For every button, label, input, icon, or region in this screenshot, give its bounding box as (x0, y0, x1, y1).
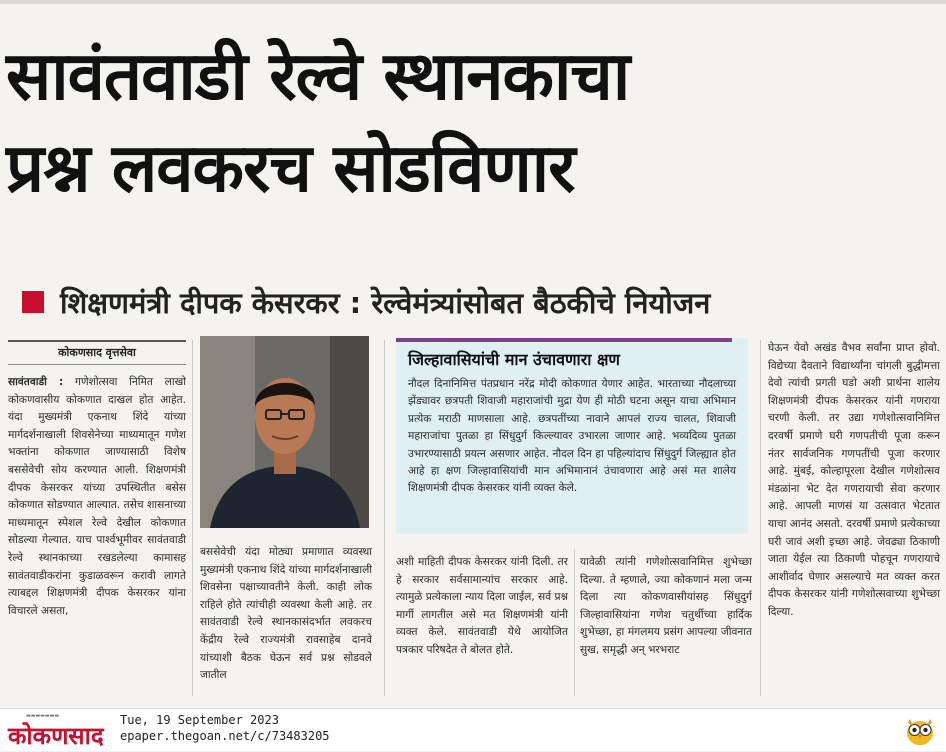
highlight-box-bar (396, 338, 732, 342)
highlight-box-title: जिल्हावासियांची मान उंचावणारा क्षण (408, 350, 620, 369)
brand-logo: कोकणसाद (8, 722, 104, 750)
column-divider (192, 340, 193, 696)
headline (6, 30, 940, 214)
headline-line-1: सावंतवाडी रेल्वे स्थानकाचा (6, 37, 630, 115)
subheadline (22, 280, 932, 324)
headline-line-2: प्रश्न लवकरच सोडविणार (6, 129, 575, 207)
article-column-4: यावेळी त्यांनी गणेशोत्सवानिमित्त शुभेच्छा दिल्या. ते म्हणाले, ज्या कोकणानं मला जन्म दिला त्या कोकणवासीयांसह सिंधुदुर्ग जिल्हावासियांना गणेश चतुर्थीच्या हार्दिक शुभेच्छा, हा मंगलमय प्रसंग आपल्या जीवनात सुख, समृद्धी अन् भरभराट (580, 556, 752, 656)
subheadline-text: शिक्षणमंत्री दीपक केसरकर : रेल्वेमंत्र्यांसोबत बैठकीचे नियोजन (60, 285, 711, 320)
article-column-3: अशी माहिती दीपक केसरकर यांनी दिली. तर हे सरकार सर्वसामान्यांच सरकार आहे. त्यामुळे प्रत्येकाला न्याय दिला जाईल, सर्व प्रश्न मार्गी लागतील असे मत शिक्षणमंत्री यांनी व्यक्त केले. सावंतवाडी येथे आयोजित पत्रकार परिषदेत ते बोलत होते. (396, 556, 568, 656)
byline: कोकणसाद वृत्तसेवा (8, 340, 186, 365)
portrait-image (200, 336, 369, 528)
column-1-text: गणेशोत्सवा निमित लाखो कोकणवासीय कोकणात दाखल होत आहेत. यंदा मुख्यमंत्री एकनाथ शिंदे यांच्या मार्गदर्शनाखाली शिवसेनेच्या माध्यमातून गणेश भक्तांना कोकणात जाण्यासाठी विशेष बससेवेची सोय करण्यात आली. शिक्षणमंत्री दीपक केसरकर यांच्या उपस्थितीत बसेस कोकणात सोडण्यात आल्यात. तसेच शासनाच्या माध्यमातून स्पेशल रेल्वे देखील कोकणात सोडल्या गेल्यात. याच पार्श्वभूमीवर सावंतवाडी रेल्वे स्थानकाच्या रखडलेल्या कामासह सावंतवाडीकरांना कुडाळवरून करावी लागते त्याबद्दल शिक्षणमंत्री दीपक केसरकर यांना विचारले असता, (8, 376, 186, 617)
red-square-bullet (22, 291, 44, 313)
epaper-footer (0, 708, 946, 751)
dateline: सावंतवाडी : (8, 376, 64, 388)
edition-date: Tue, 19 September 2023 (120, 713, 279, 727)
epaper-link[interactable]: epaper.thegoan.net/c/73483205 (120, 729, 330, 743)
article-column-2: बससेवेची यंदा मोठ्या प्रमाणात व्यवस्था मुख्यमंत्री एकनाथ शिंदे यांच्या मार्गदर्शनाखाली शिवसेना पक्षाच्यावतीने केली. काही लोक राहिले होते त्यांचीही व्यवस्था केली आहे. तर सावंतवाडी रेल्वे स्थानकासंदर्भात लवकरच केंद्रीय रेल्वे राज्यमंत्री रावसाहेब दानवे यांच्याशी बैठक घेऊन सर्व प्रश्न सोडवले जातील (200, 546, 372, 682)
column-divider (760, 340, 761, 696)
article-column-5: घेऊन येवो अखंड वैभव सर्वांना प्राप्त होवो. विद्येच्या दैवताने विद्यार्थ्यांना चांगली बुद्धीमत्ता देवो त्यांची प्रगती घडो अशी प्रार्थना शालेय शिक्षणमंत्री दीपक केसरकर यांनी गणराया चरणी केली. तर उद्या गणेशोत्सवानिमित्त दरवर्षी प्रमाणे घरी गणपतीची पूजा करून नंतर सार्वजनिक गणपतींची पूजा करणार आहे. मुंबई, कोल्हापूरला देखील गणेशोत्सव मंडळांना भेट देत गणरायाची सेवा करणार आहे. आपली माणसं या उत्सवात भेटतात याचा आनंद असतो. दरवर्षी प्रमाणे प्रत्येकाच्या घरी जावं अशी इच्छा आहे. जेवढ्या ठिकाणी जाता येईल त्या ठिकाणी पोहचून गणरायाचे आशीर्वाद घेणार असल्याचे मत व्यक्त करत दीपक केसरकर यांनी गणेशोत्सवाच्या शुभेच्छा दिल्या. (768, 342, 940, 618)
photo-minister (200, 336, 369, 528)
column-divider (384, 340, 385, 696)
owl-logo-icon[interactable] (904, 715, 936, 747)
column-divider (574, 550, 575, 696)
top-rule (0, 0, 946, 4)
footer-meta (120, 712, 330, 744)
highlight-box-text: नौदल दिनानिमित्त पंतप्रधान नरेंद्र मोदी कोकणात येणार आहेत. भारताच्या नौदलाच्या झेंड्यावर छत्रपती शिवाजी महाराजांची मुद्रा येण ही मोठी घटना असून याचा अभिमान प्रत्येक मराठी माणसाला आहे. छत्रपतींच्या नावाने आपलं राज्य चालत, शिवाजी महाराजांचा पुतळा हा सिंधुदुर्ग किल्ल्यावर उभारला जाणार आहे. भव्यदिव्य पुतळा उभारण्यासाठी प्रयत्न असणार आहेत. नौदल दिन हा पहिल्यांदाच सिंधुदुर्ग जिल्ह्यात होत आहे हा क्षण जिल्हावासियांची मान अभिमानानं उंचावणारा आहे असं मत शालेय शिक्षणमंत्री दीपक केसरकर यांनी व्यक्त केले. (408, 378, 736, 495)
brand-tagline: ▬▬▬▬▬▬▬ (26, 713, 60, 719)
article-column-1 (8, 374, 186, 694)
highlight-box (396, 338, 748, 534)
